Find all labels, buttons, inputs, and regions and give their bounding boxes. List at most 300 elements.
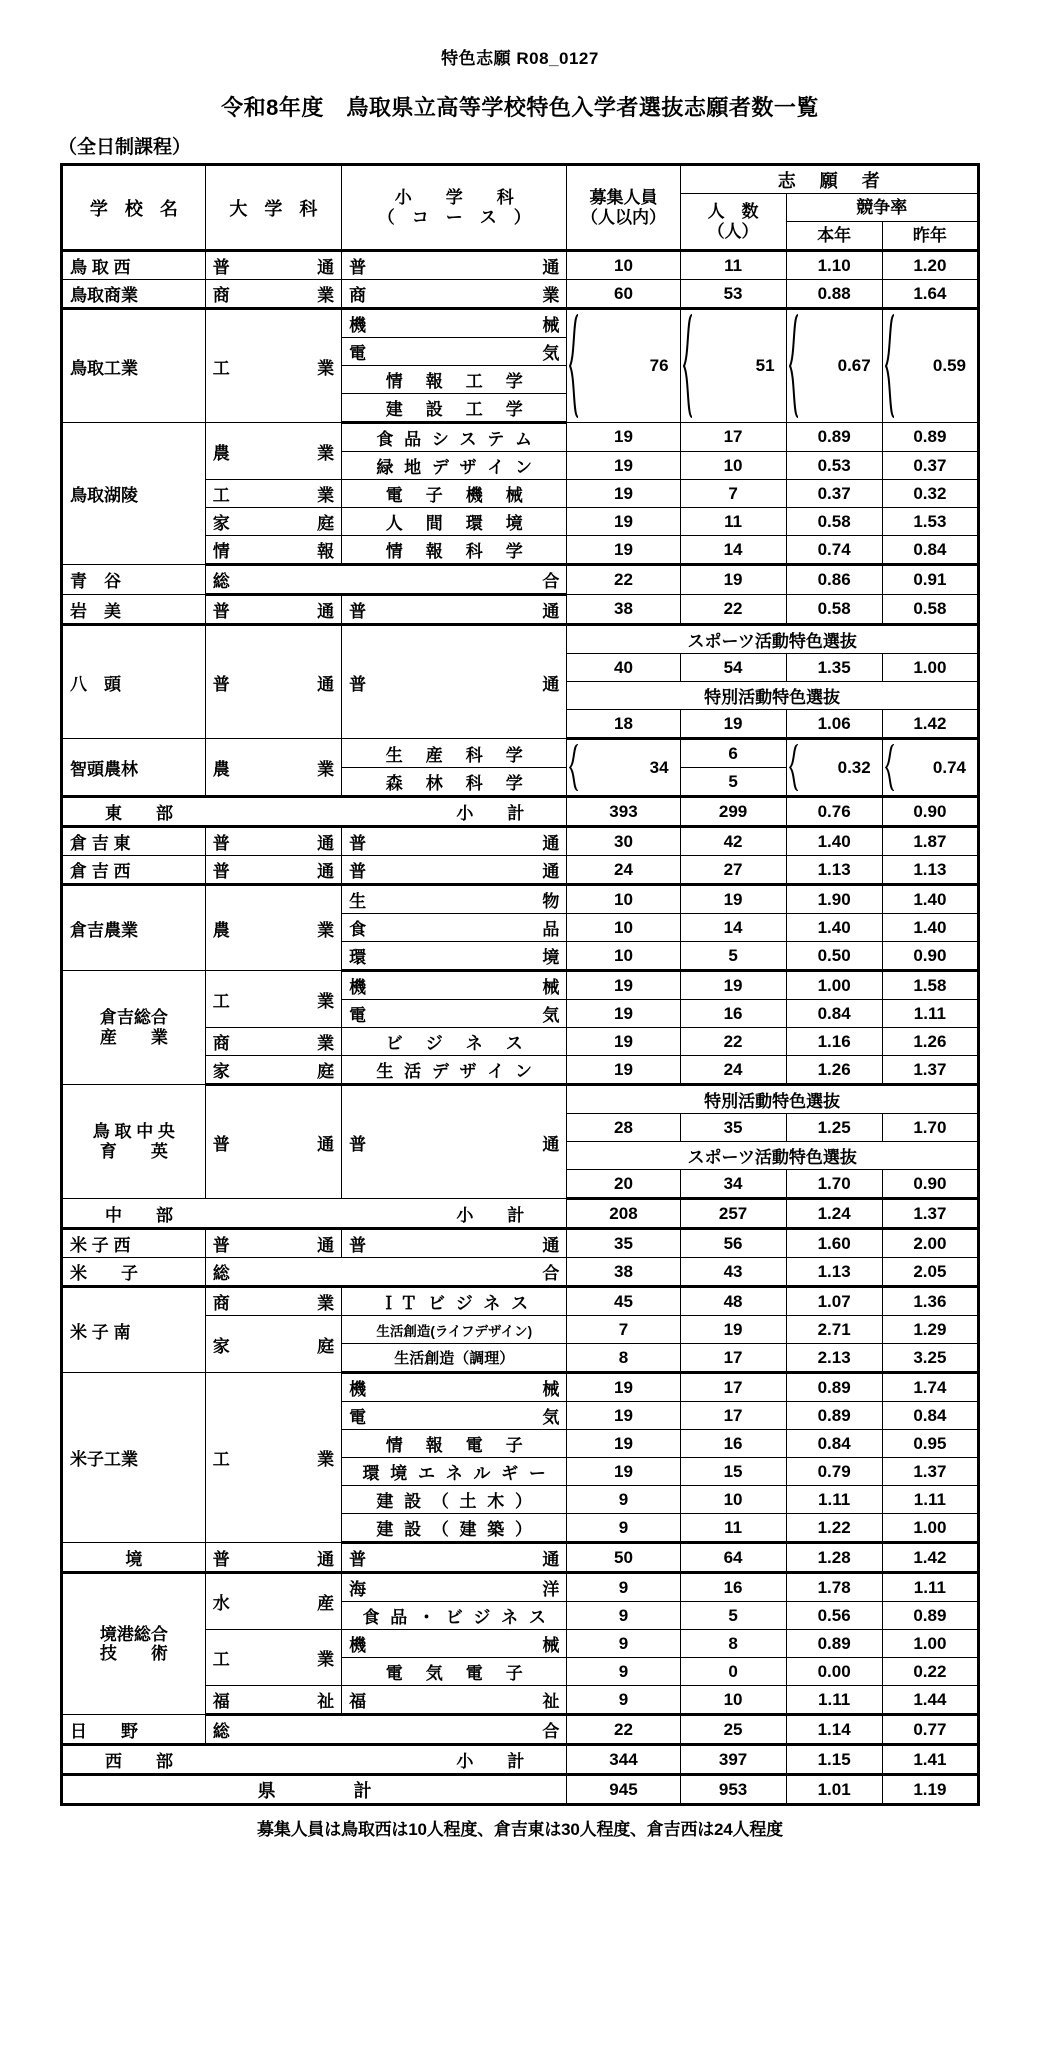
cell-ratio-last: 0.90 xyxy=(882,1170,978,1199)
header-school: 学 校 名 xyxy=(62,165,206,251)
header-minor-line1: 小 学 科 xyxy=(394,188,514,208)
cell-ratio-this: 1.40 xyxy=(786,914,882,942)
cell-count: 299 xyxy=(680,797,786,827)
cell-ratio-this: 2.71 xyxy=(786,1316,882,1344)
cell-minor: 森 林 科 学 xyxy=(342,768,567,797)
cell-school: 米 子 西 xyxy=(62,1229,206,1258)
cell-minor: 情 報 工 学 xyxy=(342,366,567,394)
cell-count: 16 xyxy=(680,1573,786,1602)
cell-ratio-this: 1.16 xyxy=(786,1028,882,1056)
cell-ratio-this: 0.67 xyxy=(786,309,882,423)
cell-ratio-last: 0.77 xyxy=(882,1715,978,1745)
cell-count: 54 xyxy=(680,654,786,682)
cell-ratio-this: 1.26 xyxy=(786,1056,882,1085)
cell-minor: ビ ジ ネ ス xyxy=(342,1028,567,1056)
cell-major: 普 通 xyxy=(205,251,341,280)
cell-ratio-last: 2.05 xyxy=(882,1258,978,1287)
cell-minor: 普 通 xyxy=(342,856,567,885)
cell-quota: 20 xyxy=(567,1170,680,1199)
cell-quota: 19 xyxy=(567,1056,680,1085)
cell-ratio-last: 0.89 xyxy=(882,1602,978,1630)
cell-school: 八 頭 xyxy=(62,625,206,739)
subtotal-row xyxy=(62,797,979,827)
cell-count: 10 xyxy=(680,452,786,480)
cell-quota: 9 xyxy=(567,1630,680,1658)
cell-ratio-last: 0.91 xyxy=(882,565,978,595)
cell-ratio-last: 0.37 xyxy=(882,452,978,480)
cell-major: 家 庭 xyxy=(205,508,341,536)
header-count-line2: （人） xyxy=(707,221,759,241)
cell-quota: 19 xyxy=(567,536,680,565)
cell-ratio-last: 1.42 xyxy=(882,1543,978,1573)
cell-school xyxy=(62,1573,206,1715)
table-row xyxy=(62,1373,979,1402)
header-last-year: 昨年 xyxy=(882,222,978,251)
cell-major: 普 通 xyxy=(205,1085,341,1199)
cell-count: 0 xyxy=(680,1658,786,1686)
cell-count: 19 xyxy=(680,971,786,1000)
cell-count: 10 xyxy=(680,1486,786,1514)
table-row xyxy=(62,625,979,654)
cell-ratio-last: 0.74 xyxy=(882,739,978,797)
cell-ratio-this: 1.25 xyxy=(786,1114,882,1142)
cell-ratio-last: 1.37 xyxy=(882,1458,978,1486)
cell-quota: 208 xyxy=(567,1199,680,1229)
cell-ratio-last: 1.26 xyxy=(882,1028,978,1056)
cell-major: 家 庭 xyxy=(205,1316,341,1373)
cell-minor: 電 気 xyxy=(342,338,567,366)
cell-ratio-this: 1.60 xyxy=(786,1229,882,1258)
cell-major: 総 合 xyxy=(205,1258,567,1287)
header-major: 大 学 科 xyxy=(205,165,341,251)
cell-major: 総 合 xyxy=(205,1715,567,1745)
cell-count: 27 xyxy=(680,856,786,885)
cell-quota: 60 xyxy=(567,280,680,309)
cell-quota: 9 xyxy=(567,1573,680,1602)
cell-quota: 9 xyxy=(567,1514,680,1543)
cell-count: 19 xyxy=(680,885,786,914)
cell-ratio-this: 1.78 xyxy=(786,1573,882,1602)
cell-ratio-last: 1.58 xyxy=(882,971,978,1000)
cell-ratio-this: 1.14 xyxy=(786,1715,882,1745)
cell-minor: 生 活 デ ザ イ ン xyxy=(342,1056,567,1085)
header-applicants: 志 願 者 xyxy=(680,165,978,194)
cell-major: 工 業 xyxy=(205,971,341,1028)
cell-ratio-this: 0.89 xyxy=(786,1373,882,1402)
cell-count: 22 xyxy=(680,595,786,625)
table-row xyxy=(62,1543,979,1573)
header-this-year: 本年 xyxy=(786,222,882,251)
cell-school: 米 子 南 xyxy=(62,1287,206,1373)
cell-school: 境 xyxy=(62,1543,206,1573)
cell-ratio-last: 1.87 xyxy=(882,827,978,856)
cell-ratio-last: 1.36 xyxy=(882,1287,978,1316)
cell-quota: 19 xyxy=(567,508,680,536)
header-count xyxy=(680,194,786,251)
cell-school: 米子工業 xyxy=(62,1373,206,1543)
table-row xyxy=(62,739,979,768)
cell-quota: 10 xyxy=(567,251,680,280)
cell-ratio-this: 0.00 xyxy=(786,1658,882,1686)
cell-minor: 建 設 （ 建 築 ） xyxy=(342,1514,567,1543)
cell-ratio-last: 1.70 xyxy=(882,1114,978,1142)
header-count-line1: 人 数 xyxy=(707,202,759,222)
cell-count: 35 xyxy=(680,1114,786,1142)
cell-count: 14 xyxy=(680,914,786,942)
cell-ratio-last: 0.90 xyxy=(882,797,978,827)
subtotal-row xyxy=(62,1745,979,1775)
cell-ratio-this: 1.13 xyxy=(786,856,882,885)
cell-school: 倉 吉 西 xyxy=(62,856,206,885)
cell-count: 25 xyxy=(680,1715,786,1745)
cell-quota: 19 xyxy=(567,452,680,480)
selection-type-label: スポーツ活動特色選抜 xyxy=(567,625,979,654)
cell-ratio-last: 1.37 xyxy=(882,1056,978,1085)
cell-major: 農 業 xyxy=(205,423,341,480)
cell-minor: 普 通 xyxy=(342,1229,567,1258)
cell-major: 普 通 xyxy=(205,1543,341,1573)
cell-quota: 35 xyxy=(567,1229,680,1258)
page-title: 令和8年度 鳥取県立高等学校特色入学者選抜志願者数一覧 xyxy=(221,95,819,120)
cell-count: 8 xyxy=(680,1630,786,1658)
subtotal-label: 東 部 小 計 xyxy=(62,797,567,827)
cell-quota: 9 xyxy=(567,1486,680,1514)
selection-type-label: 特別活動特色選抜 xyxy=(567,1085,979,1114)
cell-count: 10 xyxy=(680,1686,786,1715)
cell-count: 17 xyxy=(680,1344,786,1373)
cell-count: 11 xyxy=(680,251,786,280)
cell-count: 11 xyxy=(680,508,786,536)
cell-count: 19 xyxy=(680,565,786,595)
cell-quota: 19 xyxy=(567,1402,680,1430)
cell-count: 397 xyxy=(680,1745,786,1775)
cell-ratio-last: 1.00 xyxy=(882,1630,978,1658)
table-row xyxy=(62,1229,979,1258)
cell-major: 工 業 xyxy=(205,480,341,508)
cell-ratio-last: 1.64 xyxy=(882,280,978,309)
cell-minor: 情 報 電 子 xyxy=(342,1430,567,1458)
cell-ratio-this: 0.89 xyxy=(786,1402,882,1430)
cell-ratio-this: 1.07 xyxy=(786,1287,882,1316)
cell-quota: 393 xyxy=(567,797,680,827)
cell-ratio-last: 1.74 xyxy=(882,1373,978,1402)
cell-ratio-this: 0.86 xyxy=(786,565,882,595)
cell-school: 岩 美 xyxy=(62,595,206,625)
total-label: 県 計 xyxy=(62,1775,567,1805)
cell-minor: 電 気 電 子 xyxy=(342,1658,567,1686)
cell-count: 19 xyxy=(680,1316,786,1344)
cell-ratio-last: 1.53 xyxy=(882,508,978,536)
cell-ratio-this: 1.40 xyxy=(786,827,882,856)
cell-school: 倉吉農業 xyxy=(62,885,206,971)
cell-ratio-this: 0.74 xyxy=(786,536,882,565)
cell-ratio-this: 0.50 xyxy=(786,942,882,971)
cell-major: 商 業 xyxy=(205,280,341,309)
cell-major: 商 業 xyxy=(205,1287,341,1316)
cell-count: 56 xyxy=(680,1229,786,1258)
subtotal-label: 中 部 小 計 xyxy=(62,1199,567,1229)
cell-quota: 28 xyxy=(567,1114,680,1142)
cell-ratio-this: 1.11 xyxy=(786,1486,882,1514)
cell-minor: 福 祉 xyxy=(342,1686,567,1715)
cell-minor: 食 品 ・ ビ ジ ネ ス xyxy=(342,1602,567,1630)
table-row xyxy=(62,1573,979,1602)
cell-ratio-this: 0.32 xyxy=(786,739,882,797)
cell-ratio-this: 1.28 xyxy=(786,1543,882,1573)
cell-ratio-last: 1.19 xyxy=(882,1775,978,1805)
cell-minor: 環 境 xyxy=(342,942,567,971)
cell-ratio-this: 1.06 xyxy=(786,710,882,739)
cell-ratio-last: 2.00 xyxy=(882,1229,978,1258)
cell-major: 総 合 xyxy=(205,565,567,595)
cell-ratio-last: 0.22 xyxy=(882,1658,978,1686)
cell-count: 953 xyxy=(680,1775,786,1805)
cell-minor: 情 報 科 学 xyxy=(342,536,567,565)
cell-major: 工 業 xyxy=(205,309,341,423)
cell-count: 53 xyxy=(680,280,786,309)
cell-count: 257 xyxy=(680,1199,786,1229)
cell-quota: 24 xyxy=(567,856,680,885)
cell-quota: 10 xyxy=(567,942,680,971)
cell-ratio-this: 1.24 xyxy=(786,1199,882,1229)
cell-school: 智頭農林 xyxy=(62,739,206,797)
cell-count: 17 xyxy=(680,423,786,452)
cell-minor: 建 設 （ 土 木 ） xyxy=(342,1486,567,1514)
cell-quota: 10 xyxy=(567,914,680,942)
cell-count: 5 xyxy=(680,942,786,971)
total-row xyxy=(62,1775,979,1805)
cell-major: 工 業 xyxy=(205,1630,341,1686)
cell-ratio-this: 1.90 xyxy=(786,885,882,914)
cell-count: 6 xyxy=(680,739,786,768)
cell-count: 7 xyxy=(680,480,786,508)
table-row xyxy=(62,309,979,338)
cell-major: 商 業 xyxy=(205,1028,341,1056)
cell-minor: 海 洋 xyxy=(342,1573,567,1602)
cell-ratio-last: 1.20 xyxy=(882,251,978,280)
cell-minor: ＩＴ ビ ジ ネ ス xyxy=(342,1287,567,1316)
cell-ratio-this: 0.56 xyxy=(786,1602,882,1630)
cell-count: 43 xyxy=(680,1258,786,1287)
cell-count: 16 xyxy=(680,1000,786,1028)
cell-quota: 19 xyxy=(567,480,680,508)
cell-count: 51 xyxy=(680,309,786,423)
cell-ratio-this: 0.88 xyxy=(786,280,882,309)
cell-quota: 22 xyxy=(567,565,680,595)
cell-ratio-last: 1.41 xyxy=(882,1745,978,1775)
cell-major: 普 通 xyxy=(205,827,341,856)
cell-ratio-last: 0.59 xyxy=(882,309,978,423)
cell-quota: 10 xyxy=(567,885,680,914)
cell-ratio-this: 0.89 xyxy=(786,423,882,452)
cell-school: 鳥取工業 xyxy=(62,309,206,423)
cell-quota: 19 xyxy=(567,1430,680,1458)
cell-ratio-this: 0.84 xyxy=(786,1430,882,1458)
header-quota-line1: 募集人員 xyxy=(589,188,658,208)
table-row xyxy=(62,971,979,1000)
header-minor xyxy=(342,165,567,251)
cell-minor: 生 物 xyxy=(342,885,567,914)
table-row xyxy=(62,827,979,856)
header-minor-line2: （ コ ー ス ） xyxy=(377,207,531,227)
table-row xyxy=(62,856,979,885)
selection-type-label: 特別活動特色選抜 xyxy=(567,682,979,710)
cell-major: 普 通 xyxy=(205,625,341,739)
cell-minor: 商 業 xyxy=(342,280,567,309)
cell-quota: 18 xyxy=(567,710,680,739)
cell-ratio-this: 0.58 xyxy=(786,508,882,536)
cell-major: 情 報 xyxy=(205,536,341,565)
cell-quota: 40 xyxy=(567,654,680,682)
cell-school: 米 子 xyxy=(62,1258,206,1287)
subtotal-row xyxy=(62,1199,979,1229)
cell-quota: 45 xyxy=(567,1287,680,1316)
cell-count: 34 xyxy=(680,1170,786,1199)
cell-ratio-this: 1.22 xyxy=(786,1514,882,1543)
cell-count: 19 xyxy=(680,710,786,739)
cell-ratio-this: 1.10 xyxy=(786,251,882,280)
cell-school: 鳥取湖陵 xyxy=(62,423,206,565)
cell-minor: 環 境 エ ネ ル ギ ー xyxy=(342,1458,567,1486)
cell-ratio-this: 0.37 xyxy=(786,480,882,508)
cell-quota: 19 xyxy=(567,1373,680,1402)
subtotal-label: 西 部 小 計 xyxy=(62,1745,567,1775)
cell-ratio-this: 0.76 xyxy=(786,797,882,827)
cell-quota: 9 xyxy=(567,1686,680,1715)
cell-ratio-this: 1.70 xyxy=(786,1170,882,1199)
cell-quota: 38 xyxy=(567,595,680,625)
cell-minor: 機 械 xyxy=(342,309,567,338)
table-row xyxy=(62,280,979,309)
cell-quota: 76 xyxy=(567,309,680,423)
cell-major: 福 祉 xyxy=(205,1686,341,1715)
cell-ratio-last: 1.44 xyxy=(882,1686,978,1715)
cell-major: 農 業 xyxy=(205,739,341,797)
cell-ratio-this: 2.13 xyxy=(786,1344,882,1373)
cell-count: 5 xyxy=(680,1602,786,1630)
cell-ratio-last: 0.84 xyxy=(882,536,978,565)
header-quota-line2: （人以内） xyxy=(580,207,666,227)
cell-minor: 普 通 xyxy=(342,827,567,856)
cell-minor: 生活創造（調理） xyxy=(342,1344,567,1373)
school-name-line2: 産 業 xyxy=(99,1027,168,1047)
cell-quota: 945 xyxy=(567,1775,680,1805)
cell-minor: 電 子 機 械 xyxy=(342,480,567,508)
cell-quota: 8 xyxy=(567,1344,680,1373)
school-name-line1: 倉吉総合 xyxy=(99,1008,168,1028)
cell-ratio-this: 1.00 xyxy=(786,971,882,1000)
cell-quota: 50 xyxy=(567,1543,680,1573)
cell-ratio-last: 1.13 xyxy=(882,856,978,885)
cell-count: 64 xyxy=(680,1543,786,1573)
cell-minor: 機 械 xyxy=(342,1373,567,1402)
cell-ratio-this: 1.11 xyxy=(786,1686,882,1715)
cell-ratio-last: 1.29 xyxy=(882,1316,978,1344)
cell-major: 普 通 xyxy=(205,1229,341,1258)
cell-major: 農 業 xyxy=(205,885,341,971)
cell-ratio-last: 1.11 xyxy=(882,1486,978,1514)
cell-quota: 344 xyxy=(567,1745,680,1775)
cell-minor: 食 品 シ ス テ ム xyxy=(342,423,567,452)
cell-school: 青 谷 xyxy=(62,565,206,595)
cell-count: 17 xyxy=(680,1373,786,1402)
cell-school: 日 野 xyxy=(62,1715,206,1745)
cell-ratio-this: 0.58 xyxy=(786,595,882,625)
cell-count: 17 xyxy=(680,1402,786,1430)
cell-count: 22 xyxy=(680,1028,786,1056)
cell-ratio-last: 1.40 xyxy=(882,885,978,914)
header-quota xyxy=(567,165,680,251)
cell-major: 家 庭 xyxy=(205,1056,341,1085)
cell-minor: 食 品 xyxy=(342,914,567,942)
cell-minor: 生活創造(ライフデザイン) xyxy=(342,1316,567,1344)
cell-ratio-last: 0.32 xyxy=(882,480,978,508)
cell-school xyxy=(62,1085,206,1199)
cell-school: 鳥取商業 xyxy=(62,280,206,309)
table-row xyxy=(62,1287,979,1316)
cell-ratio-this: 1.15 xyxy=(786,1745,882,1775)
cell-major: 工 業 xyxy=(205,1373,341,1543)
cell-count: 14 xyxy=(680,536,786,565)
cell-ratio-last: 1.11 xyxy=(882,1000,978,1028)
cell-ratio-last: 1.00 xyxy=(882,1514,978,1543)
table-row xyxy=(62,423,979,452)
header-ratio: 競争率 xyxy=(786,194,978,222)
cell-quota: 9 xyxy=(567,1658,680,1686)
cell-minor: 緑 地 デ ザ イ ン xyxy=(342,452,567,480)
table-row xyxy=(62,565,979,595)
cell-count: 11 xyxy=(680,1514,786,1543)
table-row xyxy=(62,885,979,914)
school-name-line1: 鳥 取 中 央 xyxy=(92,1122,175,1142)
cell-quota: 19 xyxy=(567,1000,680,1028)
cell-ratio-this: 0.84 xyxy=(786,1000,882,1028)
cell-minor: 機 械 xyxy=(342,971,567,1000)
cell-ratio-last: 0.89 xyxy=(882,423,978,452)
cell-ratio-this: 0.79 xyxy=(786,1458,882,1486)
school-name-line1: 境港総合 xyxy=(99,1624,168,1644)
cell-minor: 普 通 xyxy=(342,1543,567,1573)
cell-ratio-last: 3.25 xyxy=(882,1344,978,1373)
table-header-row-1 xyxy=(62,165,979,194)
cell-minor: 普 通 xyxy=(342,595,567,625)
cell-ratio-last: 0.95 xyxy=(882,1430,978,1458)
table-row xyxy=(62,1258,979,1287)
cell-minor: 人 間 環 境 xyxy=(342,508,567,536)
document-id: 特色志願 R08_0127 xyxy=(441,49,599,68)
cell-minor: 普 通 xyxy=(342,625,567,739)
cell-school: 鳥 取 西 xyxy=(62,251,206,280)
cell-count: 42 xyxy=(680,827,786,856)
cell-major: 普 通 xyxy=(205,595,341,625)
cell-quota: 30 xyxy=(567,827,680,856)
footnote: 募集人員は鳥取西は10人程度、倉吉東は30人程度、倉吉西は24人程度 xyxy=(257,1820,783,1839)
school-name-line2: 技 術 xyxy=(99,1644,168,1663)
cell-ratio-last: 1.37 xyxy=(882,1199,978,1229)
selection-type-label: スポーツ活動特色選抜 xyxy=(567,1142,979,1170)
table-row xyxy=(62,251,979,280)
cell-quota: 22 xyxy=(567,1715,680,1745)
cell-ratio-last: 0.90 xyxy=(882,942,978,971)
cell-count: 5 xyxy=(680,768,786,797)
cell-major: 水 産 xyxy=(205,1573,341,1630)
cell-minor: 生 産 科 学 xyxy=(342,739,567,768)
cell-quota: 19 xyxy=(567,1458,680,1486)
school-name-line2: 育 英 xyxy=(99,1141,168,1161)
cell-minor: 電 気 xyxy=(342,1000,567,1028)
cell-major: 普 通 xyxy=(205,856,341,885)
cell-ratio-last: 0.84 xyxy=(882,1402,978,1430)
